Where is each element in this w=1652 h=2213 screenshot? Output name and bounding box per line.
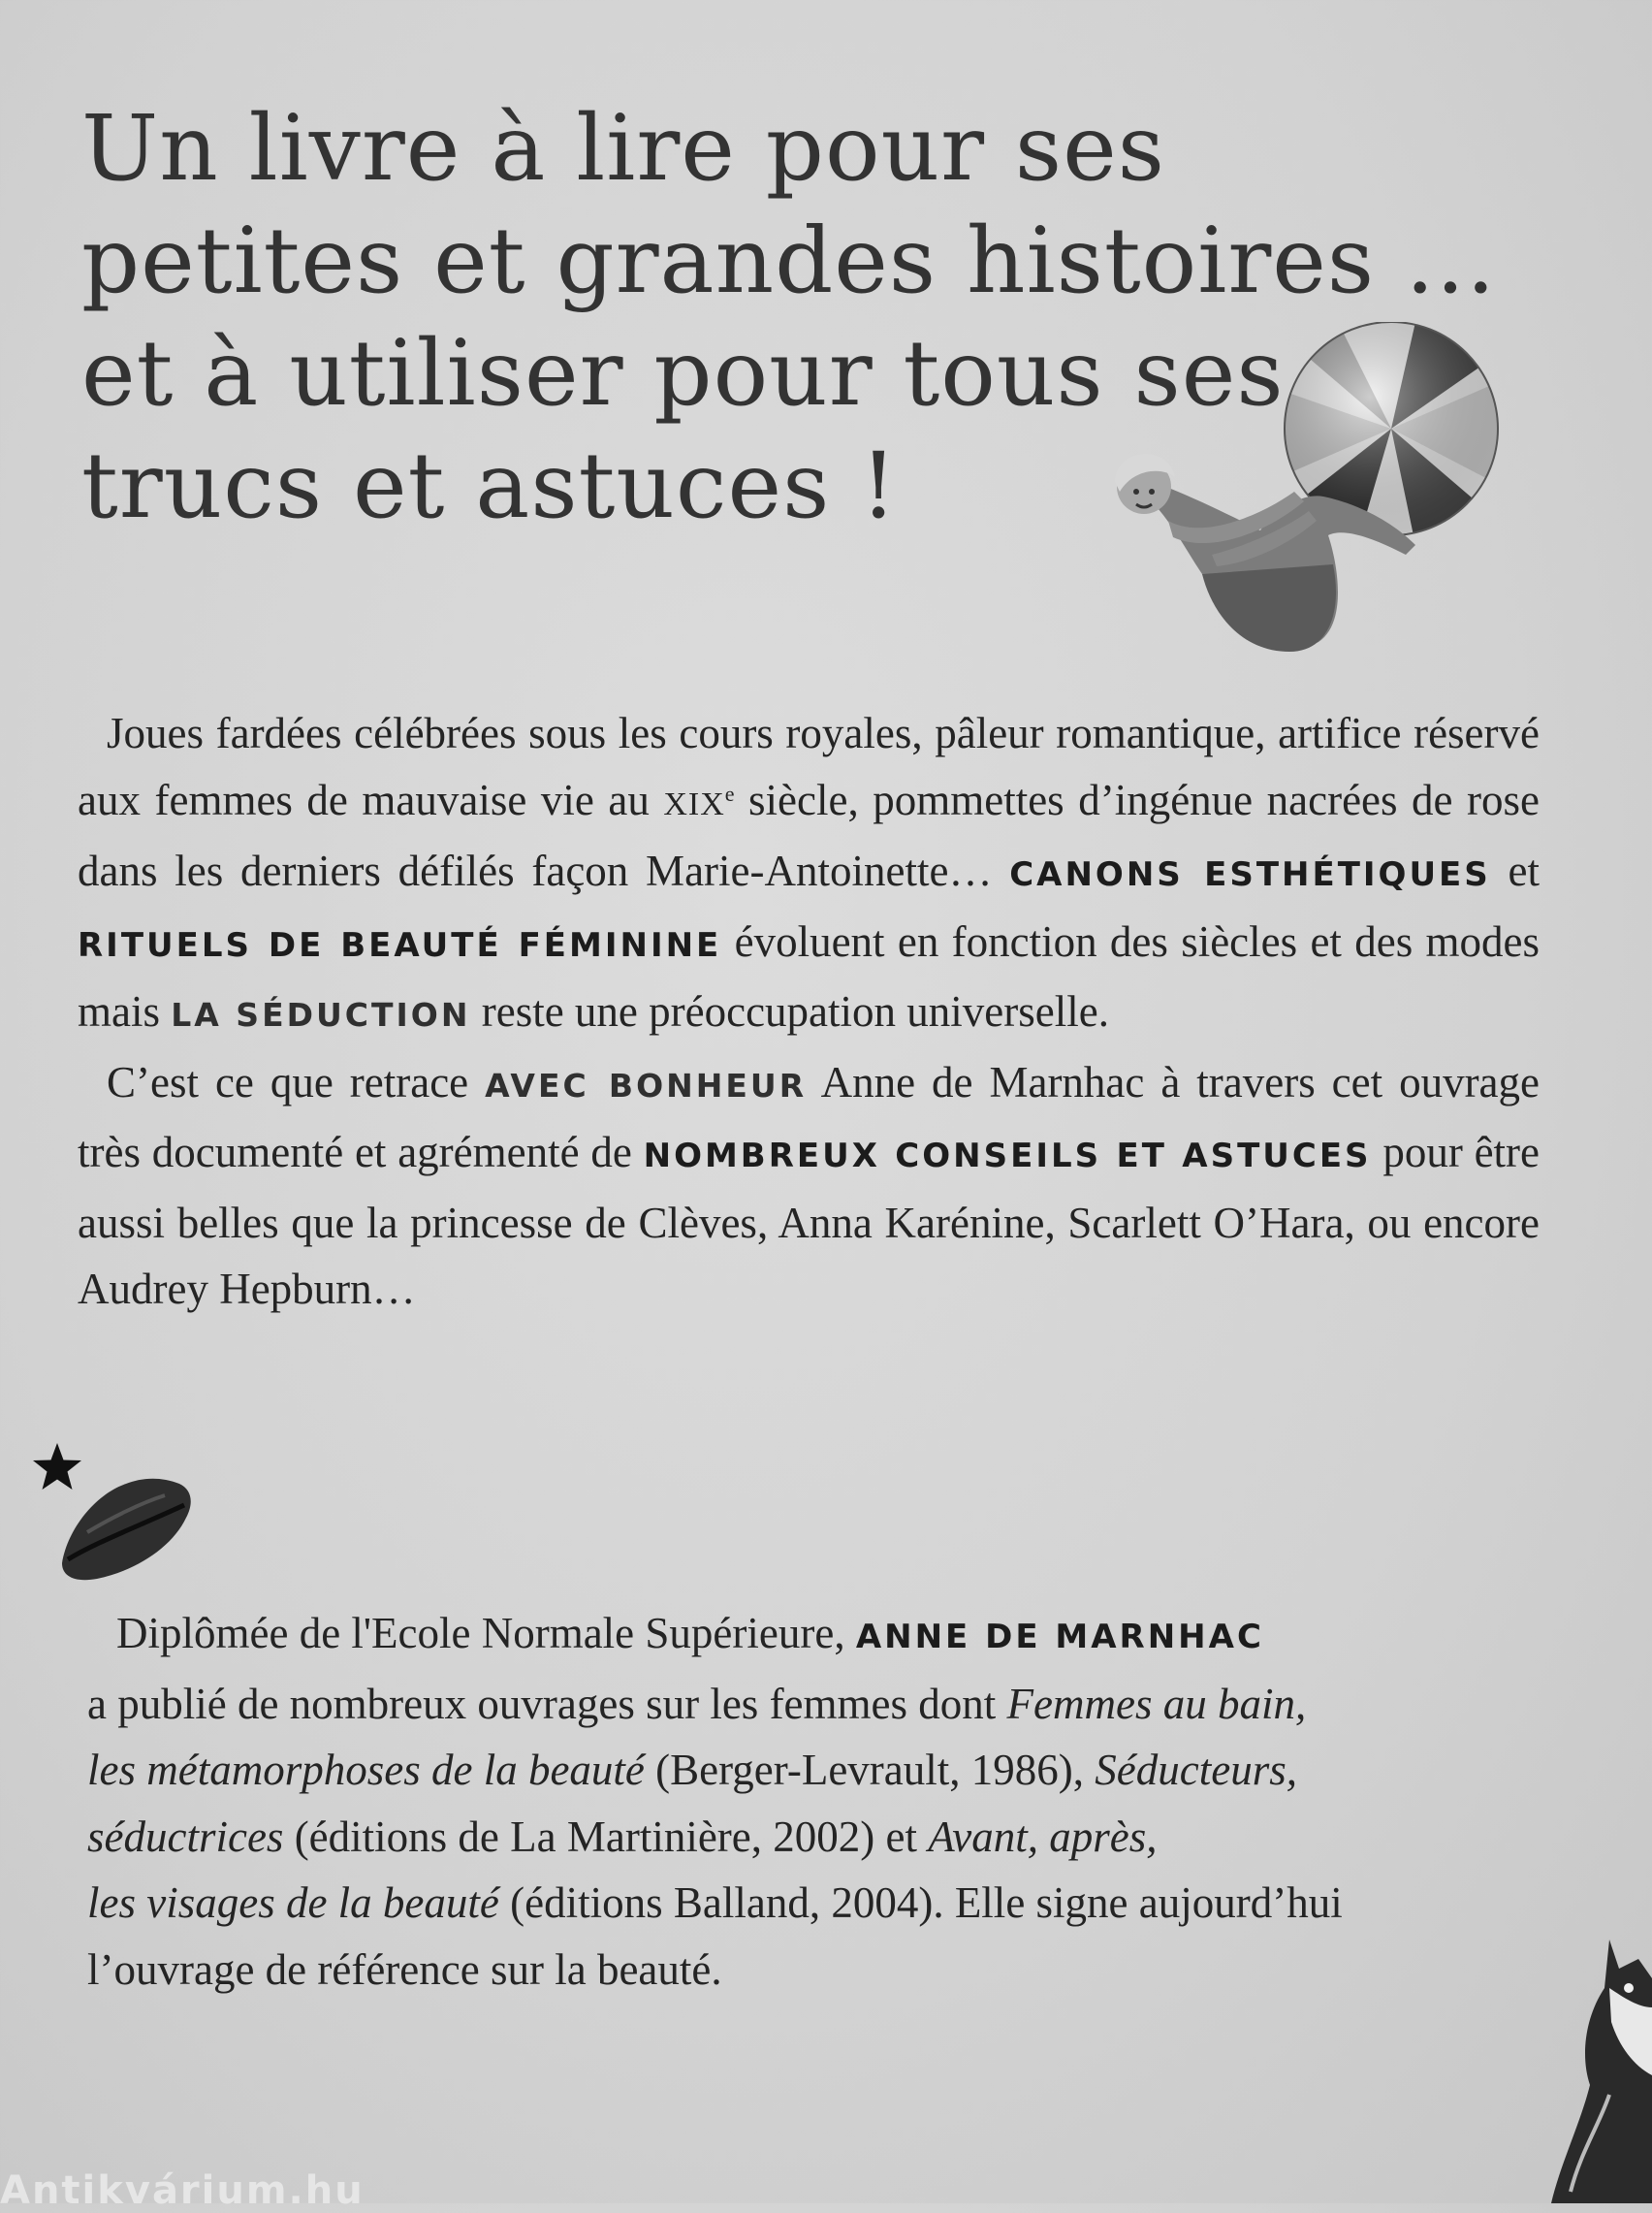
headline-line-1: Un livre à lire pour ses	[81, 96, 1166, 202]
description-paragraph-1	[78, 700, 1540, 1049]
bio-line-3	[87, 1737, 1551, 1804]
book-title: séductrices	[87, 1812, 284, 1861]
book-title: Femmes au bain,	[1006, 1679, 1307, 1728]
text-fragment: a publié de nombreux ouvrages sur les femmes dont	[87, 1679, 1007, 1728]
text-fragment: siècle, pommettes d’ingénue nacrées de rose dans les derniers défilés façon Marie-Antoinette…	[78, 775, 1540, 895]
bio-line-5	[87, 1870, 1551, 1937]
bio-line-4	[87, 1804, 1551, 1871]
author-name: ANNE DE MARNHAC	[855, 1618, 1264, 1656]
watermark: Antikvárium.hu	[0, 2168, 365, 2213]
text-fragment: (éditions Balland, 2004). Elle signe aujourd’hui	[498, 1878, 1343, 1927]
description-paragraph-2	[78, 1049, 1540, 1323]
text-fragment: Joues fardées célébrées sous les cours royales, pâleur romantique, artifice réservé aux femmes de mauvaise vie au	[78, 709, 1540, 824]
book-title: Séducteurs,	[1095, 1746, 1297, 1794]
text-fragment: reste une préoccupation universelle.	[470, 987, 1109, 1036]
bio-line-2	[87, 1671, 1551, 1738]
emphasis-rituels: RITUELS DE BEAUTÉ FÉMININE	[78, 925, 722, 965]
text-fragment: évoluent en fonction des siècles et des modes mais	[78, 916, 1540, 1036]
emphasis-canons: CANONS ESTHÉTIQUES	[1009, 855, 1491, 894]
text-fragment: Anne de Marnhac à travers cet ouvrage très documenté et agrémenté de	[78, 1057, 1541, 1176]
pinup-with-beach-ball	[1096, 322, 1522, 671]
book-title: Avant, après,	[928, 1812, 1158, 1861]
text-fragment: C’est ce que retrace	[107, 1057, 486, 1106]
book-title: les visages de la beauté	[87, 1878, 499, 1927]
author-bio	[87, 1600, 1551, 2003]
emphasis-conseils-astuces: NOMBREUX CONSEILS ET ASTUCES	[643, 1137, 1372, 1175]
text-fragment: (éditions de La Martinière, 2002) et	[283, 1812, 929, 1861]
emphasis-avec-bonheur: AVEC BONHEUR	[485, 1066, 808, 1105]
bio-line-6: l’ouvrage de référence sur la beauté.	[87, 1944, 722, 1994]
emphasis-seduction: LA SÉDUCTION	[171, 996, 471, 1034]
bio-line-1	[87, 1600, 1551, 1671]
headline-line-4: trucs et astuces !	[81, 433, 899, 539]
cat-illustration	[1551, 1930, 1652, 2203]
century-superscript: e	[724, 781, 735, 806]
text-fragment: et	[1490, 847, 1540, 895]
text-fragment: (Berger-Levrault, 1986),	[644, 1746, 1096, 1794]
headline-line-2: petites et grandes histoires …	[81, 208, 1498, 314]
text-fragment: Diplômée de l'Ecole Normale Supérieure,	[116, 1609, 856, 1657]
book-title: les métamorphoses de la beauté	[87, 1746, 645, 1794]
lips-icon	[58, 1474, 194, 1583]
author-paragraph	[87, 1600, 1551, 2003]
century-numeral: XIX	[663, 786, 725, 822]
book-description	[78, 700, 1540, 1323]
headline-line-3: et à utiliser pour tous ses	[81, 321, 1285, 427]
text-fragment: pour être aussi belles que la princesse de Clèves, Anna Karénine, Scarlett O’Hara, ou encore Audrey Hepburn…	[78, 1128, 1541, 1313]
